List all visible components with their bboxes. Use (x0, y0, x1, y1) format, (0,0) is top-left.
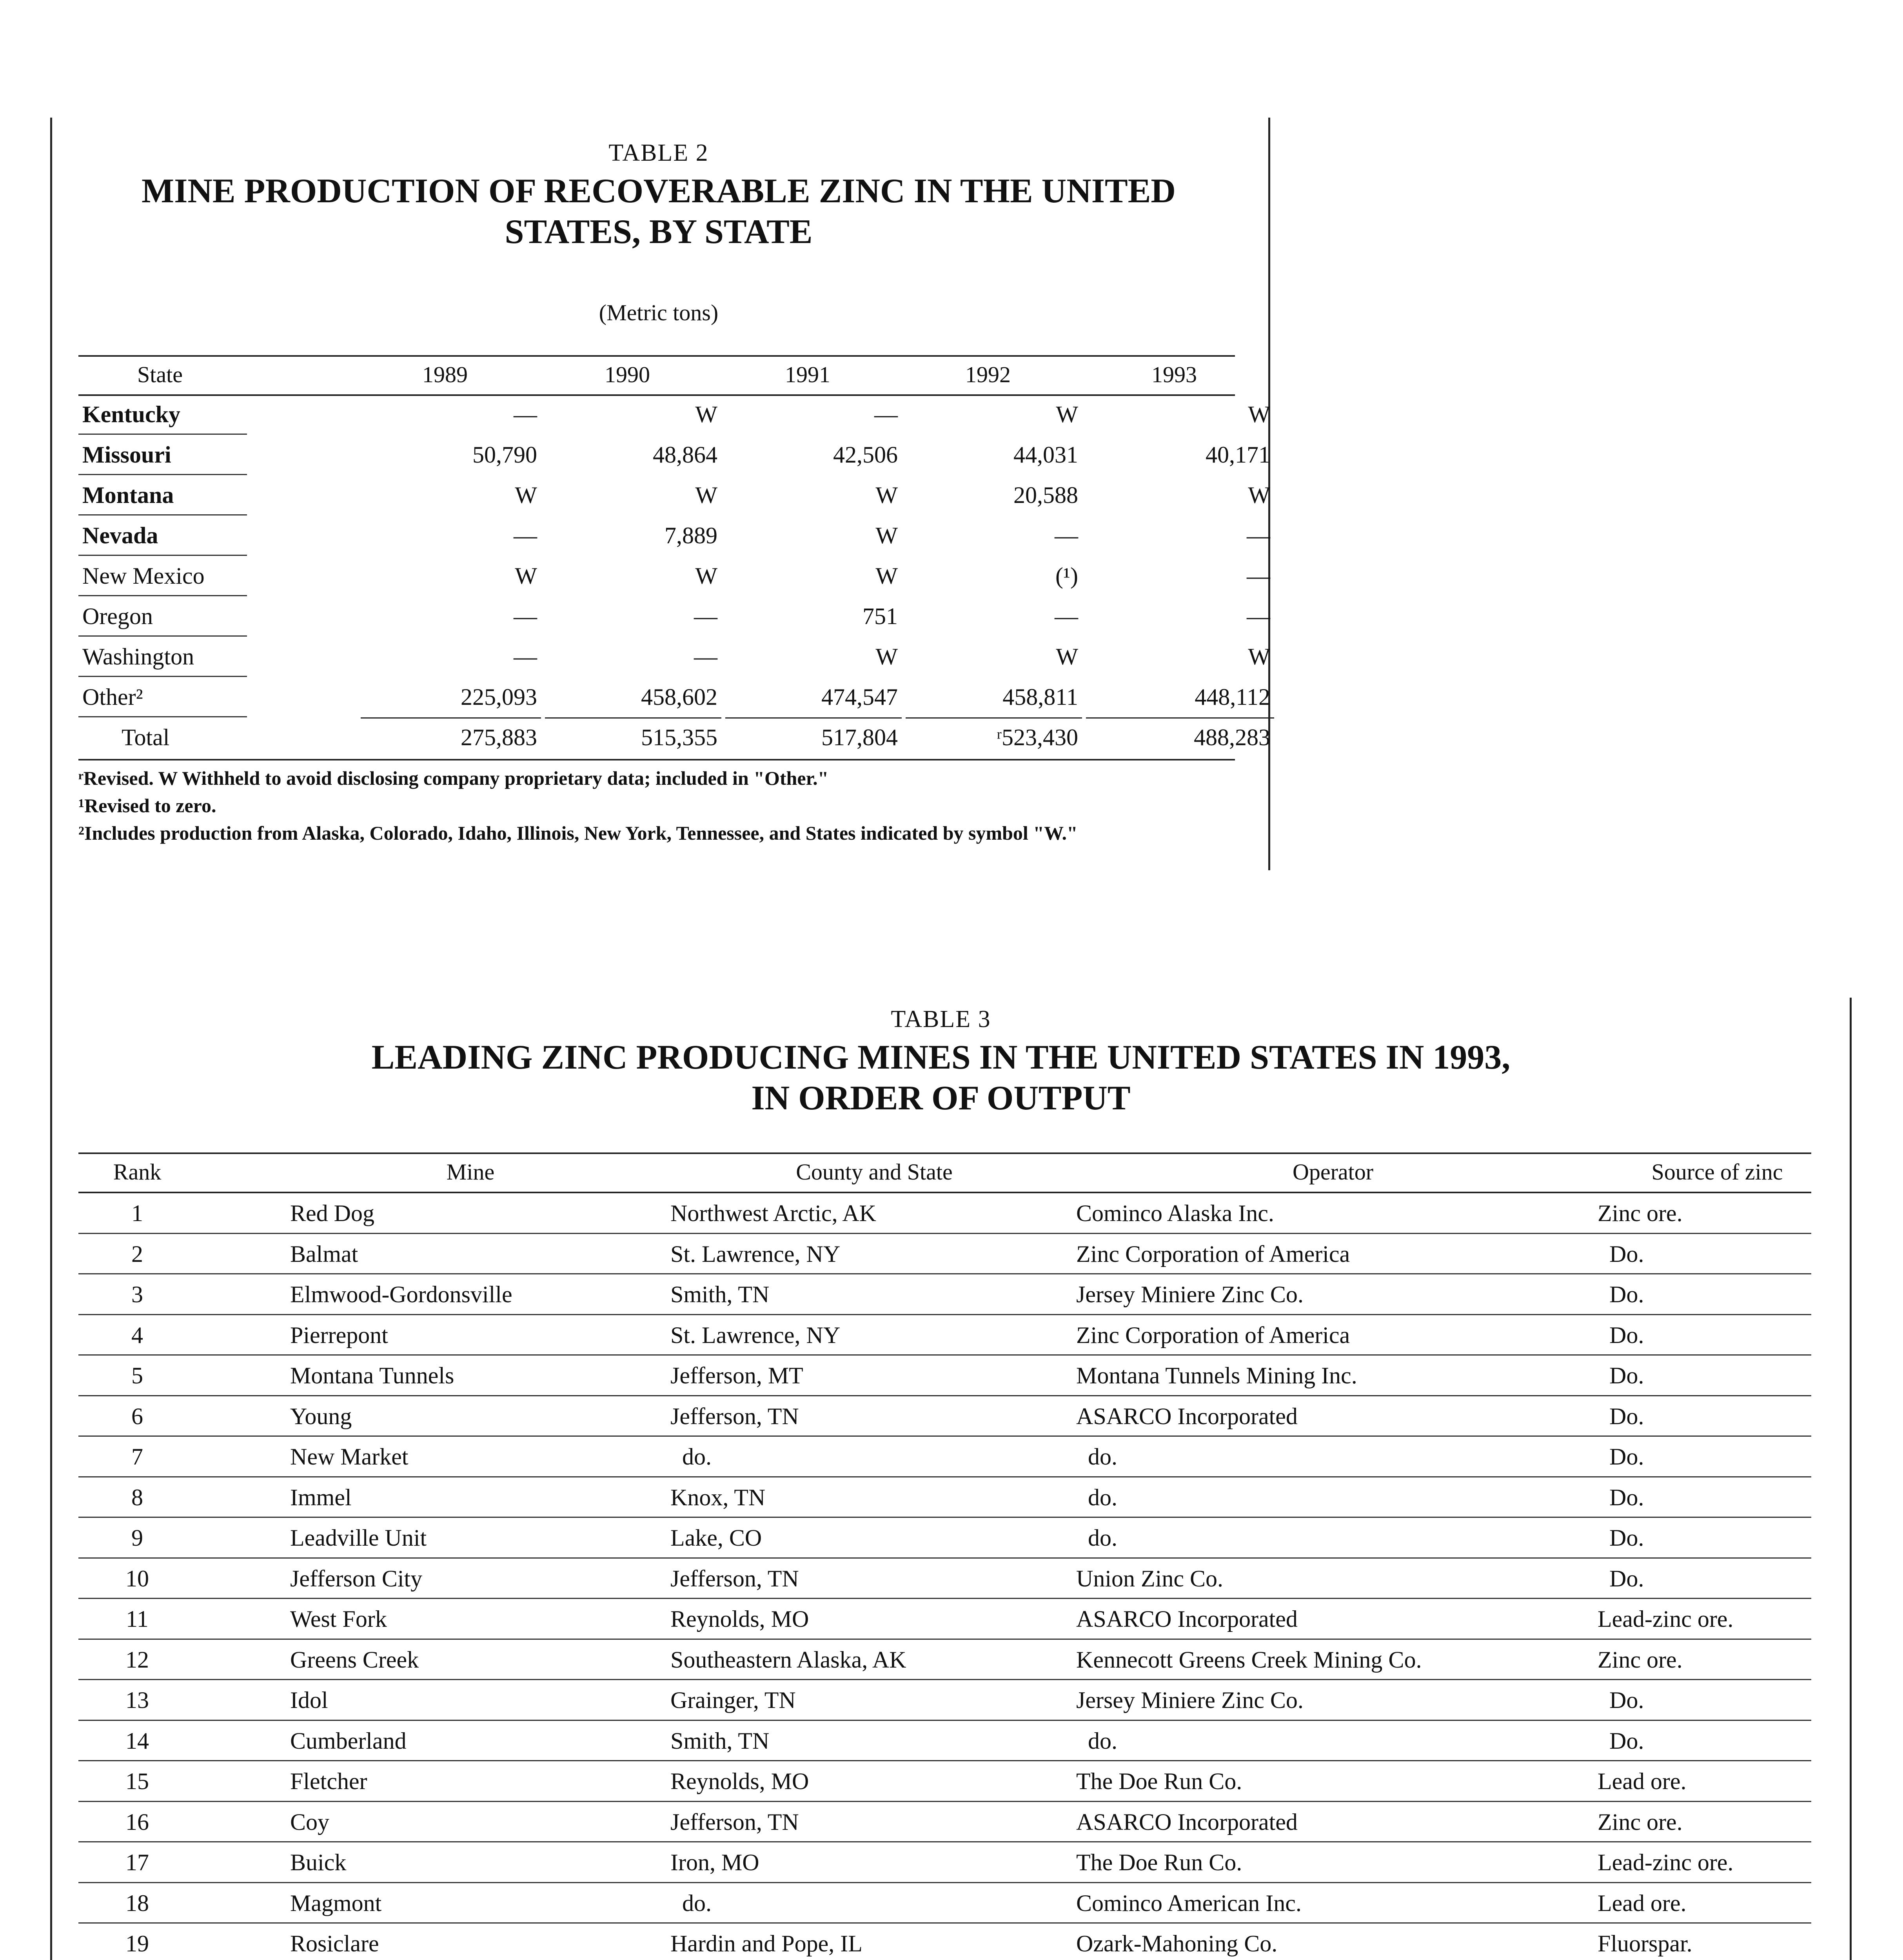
table-row (78, 1559, 1811, 1599)
value-1991: W (875, 482, 898, 508)
rank: 9 (131, 1525, 143, 1551)
operator: Zinc Corporation of America (1076, 1241, 1350, 1267)
value-1992: 20,588 (1013, 482, 1078, 508)
table-row (78, 515, 1270, 556)
county-state: Jefferson, TN (670, 1809, 799, 1835)
value-1993: W (1248, 644, 1270, 670)
value-1992: (¹) (1055, 563, 1078, 589)
operator: The Doe Run Co. (1076, 1849, 1242, 1875)
operator: Cominco Alaska Inc. (1076, 1200, 1274, 1226)
operator: do. (1076, 1525, 1117, 1551)
state-name: Missouri (82, 442, 171, 468)
state-name: Washington (82, 644, 194, 670)
source-of-zinc: Do. (1598, 1241, 1644, 1267)
table2-col-1991: 1991 (785, 362, 830, 387)
mine-name: Elmwood-Gordonsville (290, 1281, 512, 1307)
rank: 14 (125, 1728, 149, 1754)
table-row (78, 1315, 1811, 1356)
value-1993: W (1248, 482, 1270, 508)
county-state: Jefferson, MT (670, 1363, 803, 1388)
source-of-zinc: Fluorspar. (1598, 1931, 1692, 1956)
source-of-zinc: Lead-zinc ore. (1598, 1849, 1734, 1875)
county-state: Southeastern Alaska, AK (670, 1646, 906, 1673)
operator: Montana Tunnels Mining Inc. (1076, 1363, 1357, 1388)
table2-col-state: State (137, 362, 183, 387)
footnote-revised: ʳRevised. W Withheld to avoid disclosing company proprietary data; included in "Other." (78, 767, 829, 789)
value-1993: — (1247, 563, 1270, 589)
total-1991: 517,804 (821, 724, 898, 750)
total-1993: 488,283 (1194, 724, 1270, 750)
mine-name: Fletcher (290, 1768, 367, 1794)
value-1991: 751 (863, 603, 898, 629)
value-1992: — (1055, 603, 1078, 629)
source-of-zinc: Do. (1598, 1281, 1644, 1307)
operator: do. (1076, 1728, 1117, 1754)
operator: ASARCO Incorporated (1076, 1809, 1298, 1835)
value-1989: W (515, 563, 537, 589)
state-name: Montana (82, 482, 174, 508)
subtotal-rule (906, 717, 1082, 719)
table-row (78, 1721, 1811, 1762)
right-margin-rule (1850, 998, 1852, 1960)
mine-name: Greens Creek (290, 1646, 419, 1673)
mine-name: Leadville Unit (290, 1525, 427, 1551)
operator: Ozark-Mahoning Co. (1076, 1931, 1278, 1956)
county-state: Knox, TN (670, 1484, 766, 1510)
county-state: Northwest Arctic, AK (670, 1200, 876, 1226)
table-row (78, 1518, 1811, 1559)
rank: 15 (125, 1768, 149, 1794)
rank: 2 (131, 1241, 143, 1267)
value-1992: — (1055, 523, 1078, 548)
source-of-zinc: Do. (1598, 1322, 1644, 1348)
value-1989: — (514, 401, 537, 427)
operator: Union Zinc Co. (1076, 1565, 1223, 1592)
mine-name: Buick (290, 1849, 347, 1875)
value-1990: — (694, 603, 717, 629)
source-of-zinc: Zinc ore. (1598, 1200, 1683, 1226)
table2-col-1993: 1993 (1151, 362, 1197, 387)
table2-unit: (Metric tons) (599, 300, 719, 325)
mine-name: Coy (290, 1809, 330, 1835)
table3-body (78, 1193, 1811, 1960)
footnote-revised-zero: ¹Revised to zero. (78, 795, 216, 817)
table3-col-county: County and State (796, 1159, 953, 1185)
state-name: Kentucky (82, 401, 181, 427)
table3-col-source: Source of zinc (1651, 1159, 1783, 1185)
source-of-zinc: Do. (1598, 1444, 1644, 1470)
table3-label: TABLE 3 (891, 1006, 991, 1033)
subtotal-rule (361, 717, 541, 719)
operator: The Doe Run Co. (1076, 1768, 1242, 1794)
source-of-zinc: Lead ore. (1598, 1768, 1687, 1794)
table-row (78, 1356, 1811, 1396)
mine-name: Young (290, 1403, 352, 1429)
table-row (78, 1234, 1811, 1275)
operator: Cominco American Inc. (1076, 1890, 1302, 1916)
operator: Jersey Miniere Zinc Co. (1076, 1687, 1304, 1713)
table2 (78, 355, 1270, 758)
mine-name: Cumberland (290, 1728, 407, 1754)
table-row (78, 1842, 1811, 1883)
rank: 7 (131, 1444, 143, 1470)
operator: ASARCO Incorporated (1076, 1606, 1298, 1632)
total-1989: 275,883 (461, 724, 537, 750)
source-of-zinc: Lead-zinc ore. (1598, 1606, 1734, 1632)
county-state: Jefferson, TN (670, 1403, 799, 1429)
mine-name: Pierrepont (290, 1322, 388, 1348)
table-row (78, 637, 1270, 677)
footnote-other: ²Includes production from Alaska, Colorado, Idaho, Illinois, New York, Tennessee, and States indicated by symbol "W." (78, 822, 1078, 844)
left-margin-rule (50, 118, 52, 1960)
value-1993: — (1247, 523, 1270, 548)
table-row (78, 394, 1270, 435)
rank: 11 (126, 1606, 149, 1632)
table-row (78, 1924, 1811, 1960)
table-row (78, 596, 1270, 637)
table2-title-line2: STATES, BY STATE (505, 213, 813, 251)
value-1989: — (514, 644, 537, 670)
mine-name: Red Dog (290, 1200, 374, 1226)
state-name: Nevada (82, 523, 158, 548)
county-state: Reynolds, MO (670, 1768, 809, 1794)
source-of-zinc: Do. (1598, 1728, 1644, 1754)
source-of-zinc: Do. (1598, 1525, 1644, 1551)
subtotal-rule (545, 717, 721, 719)
rank: 4 (131, 1322, 143, 1348)
operator: do. (1076, 1484, 1117, 1510)
table-row (78, 1761, 1811, 1802)
total-label: Total (122, 724, 170, 750)
county-state: Grainger, TN (670, 1687, 796, 1713)
value-1990: 48,864 (653, 442, 717, 468)
table-row (78, 1640, 1811, 1681)
value-1992: 44,031 (1013, 442, 1078, 468)
county-state: Smith, TN (670, 1728, 770, 1754)
state-name: New Mexico (82, 563, 205, 589)
county-state: Hardin and Pope, IL (670, 1931, 863, 1956)
value-1990: 458,602 (641, 684, 717, 710)
county-state: Jefferson, TN (670, 1565, 799, 1592)
source-of-zinc: Zinc ore. (1598, 1809, 1683, 1835)
rank: 13 (125, 1687, 149, 1713)
table-row (78, 435, 1270, 475)
operator: ASARCO Incorporated (1076, 1403, 1298, 1429)
table2-col-1989: 1989 (422, 362, 468, 387)
value-1993: 40,171 (1206, 442, 1270, 468)
mine-name: Magmont (290, 1890, 382, 1916)
table2-col-1992: 1992 (965, 362, 1011, 387)
mine-name: West Fork (290, 1606, 387, 1632)
rank: 6 (131, 1403, 143, 1429)
rank: 1 (131, 1200, 143, 1226)
table-row (78, 475, 1270, 515)
value-1992: W (1056, 644, 1078, 670)
value-1989: 50,790 (472, 442, 537, 468)
county-state: Reynolds, MO (670, 1606, 809, 1632)
table-row (78, 556, 1270, 596)
value-1993: W (1248, 401, 1270, 427)
county-state: Smith, TN (670, 1281, 770, 1307)
table-row (78, 1802, 1811, 1843)
rank: 19 (125, 1931, 149, 1956)
mine-name: Balmat (290, 1241, 358, 1267)
rank: 3 (131, 1281, 143, 1307)
table-row (78, 1437, 1811, 1477)
operator: Jersey Miniere Zinc Co. (1076, 1281, 1304, 1307)
value-1991: 42,506 (833, 442, 898, 468)
value-1991: W (875, 523, 898, 548)
table-row (78, 1599, 1811, 1640)
table-row (78, 1274, 1811, 1315)
rank: 18 (125, 1890, 149, 1916)
value-1992: 458,811 (1002, 684, 1078, 710)
table3 (78, 1152, 1811, 1960)
value-1993: — (1247, 603, 1270, 629)
value-1989: — (514, 523, 537, 548)
operator: Zinc Corporation of America (1076, 1322, 1350, 1348)
table2-footnotes (78, 764, 1215, 847)
rank: 8 (131, 1484, 143, 1510)
rank: 12 (125, 1646, 149, 1673)
county-state: Iron, MO (670, 1849, 759, 1875)
source-of-zinc: Lead ore. (1598, 1890, 1687, 1916)
table2-bottom-rule (78, 759, 1235, 760)
table-row (78, 1680, 1811, 1721)
county-state: do. (670, 1444, 712, 1470)
table-row (78, 1477, 1811, 1518)
table3-header-row (78, 1152, 1811, 1192)
state-name: Oregon (82, 603, 153, 629)
mine-name: Montana Tunnels (290, 1363, 454, 1388)
table-row (78, 1193, 1811, 1234)
mine-name: Idol (290, 1687, 328, 1713)
rank: 5 (131, 1363, 143, 1388)
value-1993: 448,112 (1195, 684, 1270, 710)
table-row (78, 1396, 1811, 1437)
mine-name: Rosiclare (290, 1931, 379, 1956)
value-1991: W (875, 644, 898, 670)
value-1991: 474,547 (821, 684, 898, 710)
value-1989: W (515, 482, 537, 508)
value-1990: W (695, 482, 717, 508)
source-of-zinc: Do. (1598, 1565, 1644, 1592)
rank: 16 (125, 1809, 149, 1835)
table3-col-mine: Mine (446, 1159, 495, 1185)
county-state: Lake, CO (670, 1525, 762, 1551)
total-1992: ʳ523,430 (996, 724, 1078, 750)
table2-title-line1: MINE PRODUCTION OF RECOVERABLE ZINC IN THE UNITED (142, 172, 1176, 210)
table2-total-row (78, 717, 1270, 758)
source-of-zinc: Zinc ore. (1598, 1646, 1683, 1673)
total-1990: 515,355 (641, 724, 717, 750)
table3-col-operator: Operator (1292, 1159, 1374, 1185)
table3-heading (78, 1005, 1803, 1119)
value-1992: W (1056, 401, 1078, 427)
value-1991: — (874, 401, 898, 427)
rank: 17 (125, 1849, 149, 1875)
table2-col-1990: 1990 (605, 362, 650, 387)
operator: do. (1076, 1444, 1117, 1470)
value-1990: W (695, 563, 717, 589)
county-state: St. Lawrence, NY (670, 1241, 841, 1267)
source-of-zinc: Do. (1598, 1484, 1644, 1510)
rank: 10 (125, 1565, 149, 1592)
county-state: do. (670, 1890, 712, 1916)
mine-name: New Market (290, 1444, 409, 1470)
table2-header-row (78, 355, 1223, 394)
source-of-zinc: Do. (1598, 1363, 1644, 1388)
value-1989: 225,093 (461, 684, 537, 710)
value-1990: — (694, 644, 717, 670)
subtotal-rule (1086, 717, 1274, 719)
value-1990: W (695, 401, 717, 427)
table3-title-line1: LEADING ZINC PRODUCING MINES IN THE UNITED STATES IN 1993, (371, 1038, 1511, 1076)
state-name: Other² (82, 684, 143, 710)
table3-col-rank: Rank (113, 1159, 162, 1185)
value-1991: W (875, 563, 898, 589)
subtotal-rule (725, 717, 902, 719)
table-row (78, 1883, 1811, 1924)
table-row (78, 677, 1270, 717)
mine-name: Jefferson City (290, 1565, 423, 1592)
value-1990: 7,889 (665, 523, 717, 548)
operator: Kennecott Greens Creek Mining Co. (1076, 1646, 1422, 1673)
mine-name: Immel (290, 1484, 352, 1510)
table2-heading (63, 139, 1255, 326)
table3-title-line2: IN ORDER OF OUTPUT (751, 1079, 1131, 1117)
source-of-zinc: Do. (1598, 1687, 1644, 1713)
table2-label: TABLE 2 (608, 140, 709, 166)
value-1989: — (514, 603, 537, 629)
county-state: St. Lawrence, NY (670, 1322, 841, 1348)
source-of-zinc: Do. (1598, 1403, 1644, 1429)
